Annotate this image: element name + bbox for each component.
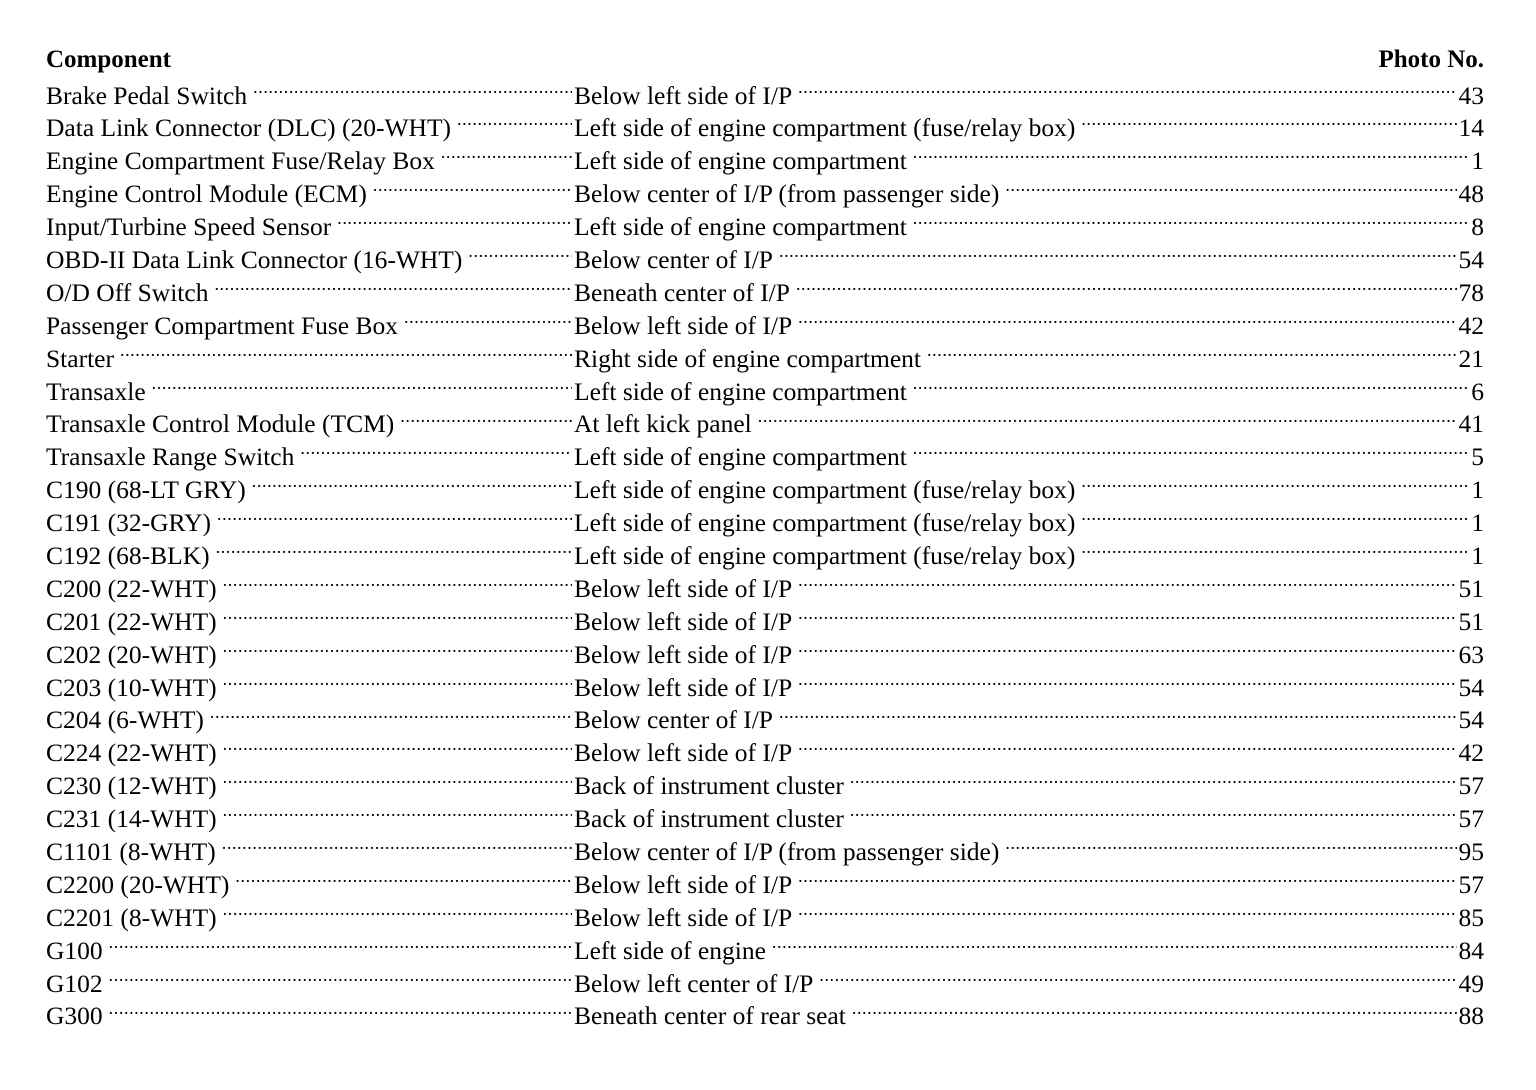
component-name: C191 (32-GRY) [46,508,212,538]
location-cell [572,966,1484,1000]
photo-number: 1 [1471,508,1484,538]
location-cell [572,144,1484,178]
component-cell [46,802,572,836]
location-cell [572,210,1484,244]
dot-leader [109,999,572,1025]
component-cell [46,867,572,901]
dot-leader [300,440,572,466]
component-name: O/D Off Switch [46,277,209,307]
dot-leader [798,637,1456,663]
table-row [46,769,1484,802]
table-row [46,637,1484,670]
dot-leader [109,933,572,959]
dot-leader [223,604,572,630]
photo-number: 84 [1458,935,1484,965]
location-text: Left side of engine compartment [574,376,907,406]
location-text: Below left side of I/P [574,310,793,340]
table-row [46,867,1484,900]
location-cell [572,473,1484,507]
dot-leader [913,210,1468,236]
photo-number: 78 [1458,277,1484,307]
photo-number: 1 [1471,540,1484,570]
component-name: Starter [46,343,114,373]
location-text: Left side of engine compartment (fuse/relay box) [574,475,1076,505]
dot-leader [798,571,1456,597]
location-text: Below center of I/P (from passenger side) [574,836,1000,866]
location-text: Below center of I/P [574,244,773,274]
photo-number: 95 [1458,836,1484,866]
table-row [46,966,1484,999]
component-name: Transaxle [46,376,146,406]
dot-leader [1005,177,1456,203]
table-row [46,834,1484,867]
photo-number: 51 [1458,573,1484,603]
photo-number: 43 [1458,80,1484,110]
component-name: Transaxle Range Switch [46,442,295,472]
component-name: C2200 (20-WHT) [46,869,230,899]
table-row [46,473,1484,506]
component-locator-table [46,44,1484,1032]
location-text: Below left side of I/P [574,80,793,110]
dot-leader [210,703,572,729]
photo-number: 54 [1458,672,1484,702]
dot-leader [223,736,572,762]
location-cell [572,275,1484,309]
table-row [46,802,1484,835]
dot-leader [223,769,572,795]
dot-leader [441,144,572,170]
photo-number: 6 [1471,376,1484,406]
location-text: Below center of I/P (from passenger side) [574,179,1000,209]
dot-leader [796,275,1457,301]
location-text: Below left center of I/P [574,968,814,998]
component-cell [46,374,572,408]
component-name: Brake Pedal Switch [46,80,248,110]
location-text: Left side of engine compartment (fuse/relay box) [574,113,1076,143]
dot-leader [400,407,572,433]
dot-leader [457,111,572,137]
component-name: C204 (6-WHT) [46,705,204,735]
location-text: At left kick panel [574,409,752,439]
location-text: Left side of engine compartment (fuse/relay box) [574,508,1076,538]
dot-leader [850,802,1457,828]
component-cell [46,111,572,145]
photo-number: 57 [1458,804,1484,834]
location-cell [572,440,1484,474]
photo-number: 57 [1458,869,1484,899]
dot-leader [1081,473,1468,499]
component-cell [46,473,572,507]
dot-leader [798,78,1456,104]
dot-leader [913,374,1468,400]
component-name: C203 (10-WHT) [46,672,217,702]
location-cell [572,769,1484,803]
component-name: C192 (68-BLK) [46,540,210,570]
component-name: G102 [46,968,103,998]
location-cell [572,374,1484,408]
table-row [46,144,1484,177]
component-cell [46,736,572,770]
dot-leader [798,900,1456,926]
table-row [46,275,1484,308]
component-cell [46,275,572,309]
table-row [46,933,1484,966]
component-cell [46,900,572,934]
dot-leader [152,374,572,400]
location-text: Below left side of I/P [574,672,793,702]
component-cell [46,78,572,112]
location-cell [572,571,1484,605]
location-cell [572,341,1484,375]
component-name: C190 (68-LT GRY) [46,475,246,505]
photo-number: 42 [1458,738,1484,768]
component-name: C231 (14-WHT) [46,804,217,834]
component-cell [46,966,572,1000]
component-name: Engine Control Module (ECM) [46,179,367,209]
photo-number: 63 [1458,639,1484,669]
component-cell [46,703,572,737]
component-cell [46,604,572,638]
component-list [46,78,1484,1032]
photo-number: 49 [1458,968,1484,998]
dot-leader [913,440,1468,466]
location-text: Beneath center of rear seat [574,1001,846,1031]
component-cell [46,769,572,803]
photo-number: 8 [1471,212,1484,242]
table-row [46,78,1484,111]
component-name: Data Link Connector (DLC) (20-WHT) [46,113,452,143]
dot-leader [468,242,572,268]
location-text: Back of instrument cluster [574,771,844,801]
table-row [46,506,1484,539]
component-name: C1101 (8-WHT) [46,836,216,866]
component-name: G100 [46,935,103,965]
photo-number: 88 [1458,1001,1484,1031]
component-cell [46,571,572,605]
dot-leader [1081,538,1468,564]
component-cell [46,440,572,474]
component-cell [46,933,572,967]
location-text: Left side of engine compartment (fuse/relay box) [574,540,1076,570]
dot-leader [913,144,1468,170]
location-text: Left side of engine [574,935,766,965]
dot-leader [404,308,572,334]
location-text: Below left side of I/P [574,606,793,636]
component-name: OBD-II Data Link Connector (16-WHT) [46,244,463,274]
dot-leader [214,275,572,301]
dot-leader [223,900,572,926]
table-row [46,374,1484,407]
photo-number: 1 [1471,475,1484,505]
location-text: Left side of engine compartment [574,212,907,242]
table-row [46,210,1484,243]
table-row [46,670,1484,703]
dot-leader [772,933,1457,959]
location-cell [572,78,1484,112]
table-row [46,736,1484,769]
component-name: C202 (20-WHT) [46,639,217,669]
component-cell [46,177,572,211]
location-text: Below left side of I/P [574,902,793,932]
photo-number: 41 [1458,409,1484,439]
photo-number: 5 [1471,442,1484,472]
table-row [46,538,1484,571]
location-text: Right side of engine compartment [574,343,922,373]
dot-leader [927,341,1456,367]
location-cell [572,308,1484,342]
table-row [46,111,1484,144]
table-row [46,341,1484,374]
dot-leader [223,637,572,663]
photo-number: 51 [1458,606,1484,636]
location-cell [572,637,1484,671]
location-text: Below center of I/P [574,705,773,735]
dot-leader [235,867,572,893]
location-cell [572,802,1484,836]
table-row [46,242,1484,275]
dot-leader [223,571,572,597]
location-cell [572,900,1484,934]
location-cell [572,177,1484,211]
component-cell [46,637,572,671]
dot-leader [1005,834,1456,860]
location-text: Below left side of I/P [574,639,793,669]
location-cell [572,506,1484,540]
table-row [46,571,1484,604]
photo-number: 85 [1458,902,1484,932]
location-cell [572,538,1484,572]
component-name: Input/Turbine Speed Sensor [46,212,332,242]
component-cell [46,670,572,704]
component-name: C200 (22-WHT) [46,573,217,603]
component-name: C201 (22-WHT) [46,606,217,636]
photo-number: 54 [1458,705,1484,735]
dot-leader [120,341,572,367]
component-name: Engine Compartment Fuse/Relay Box [46,146,435,176]
dot-leader [1081,111,1456,137]
location-text: Left side of engine compartment [574,442,907,472]
location-text: Left side of engine compartment [574,146,907,176]
dot-leader [223,802,572,828]
table-row [46,604,1484,637]
dot-leader [798,308,1456,334]
dot-leader [798,670,1456,696]
dot-leader [373,177,572,203]
dot-leader [850,769,1457,795]
component-cell [46,242,572,276]
photo-number: 42 [1458,310,1484,340]
photo-number-column-heading: Photo No. [1378,46,1484,73]
table-row [46,407,1484,440]
dot-leader [223,670,572,696]
location-cell [572,933,1484,967]
component-name: C230 (12-WHT) [46,771,217,801]
dot-leader [253,78,572,104]
location-text: Below left side of I/P [574,869,793,899]
component-name: C224 (22-WHT) [46,738,217,768]
photo-number: 54 [1458,244,1484,274]
location-text: Below left side of I/P [574,573,793,603]
table-row [46,177,1484,210]
photo-number: 57 [1458,771,1484,801]
dot-leader [779,242,1457,268]
location-cell [572,604,1484,638]
dot-leader [798,736,1456,762]
photo-number: 48 [1458,179,1484,209]
location-cell [572,242,1484,276]
photo-number: 21 [1458,343,1484,373]
dot-leader [216,538,572,564]
photo-number: 1 [1471,146,1484,176]
table-row [46,900,1484,933]
component-cell [46,506,572,540]
component-column-heading: Component [46,46,172,73]
location-cell [572,111,1484,145]
table-row [46,308,1484,341]
component-name: C2201 (8-WHT) [46,902,217,932]
component-name: G300 [46,1001,103,1031]
dot-leader [222,834,572,860]
dot-leader [758,407,1457,433]
dot-leader [819,966,1456,992]
location-text: Below left side of I/P [574,738,793,768]
dot-leader [217,506,572,532]
component-cell [46,144,572,178]
component-name: Passenger Compartment Fuse Box [46,310,399,340]
component-cell [46,341,572,375]
dot-leader [1081,506,1468,532]
component-cell [46,210,572,244]
table-row [46,703,1484,736]
component-name: Transaxle Control Module (TCM) [46,409,395,439]
location-text: Beneath center of I/P [574,277,790,307]
dot-leader [337,210,572,236]
location-cell [572,867,1484,901]
component-cell [46,834,572,868]
dot-leader [798,604,1456,630]
location-cell [572,999,1484,1033]
component-cell [46,407,572,441]
location-cell [572,407,1484,441]
component-cell [46,308,572,342]
table-row [46,440,1484,473]
component-cell [46,999,572,1033]
location-text: Back of instrument cluster [574,804,844,834]
photo-number: 14 [1458,113,1484,143]
location-cell [572,703,1484,737]
location-cell [572,670,1484,704]
location-cell [572,834,1484,868]
dot-leader [109,966,572,992]
table-row [46,999,1484,1032]
dot-leader [798,867,1456,893]
location-cell [572,736,1484,770]
dot-leader [252,473,572,499]
dot-leader [779,703,1457,729]
dot-leader [852,999,1457,1025]
table-header [46,44,1484,76]
component-cell [46,538,572,572]
